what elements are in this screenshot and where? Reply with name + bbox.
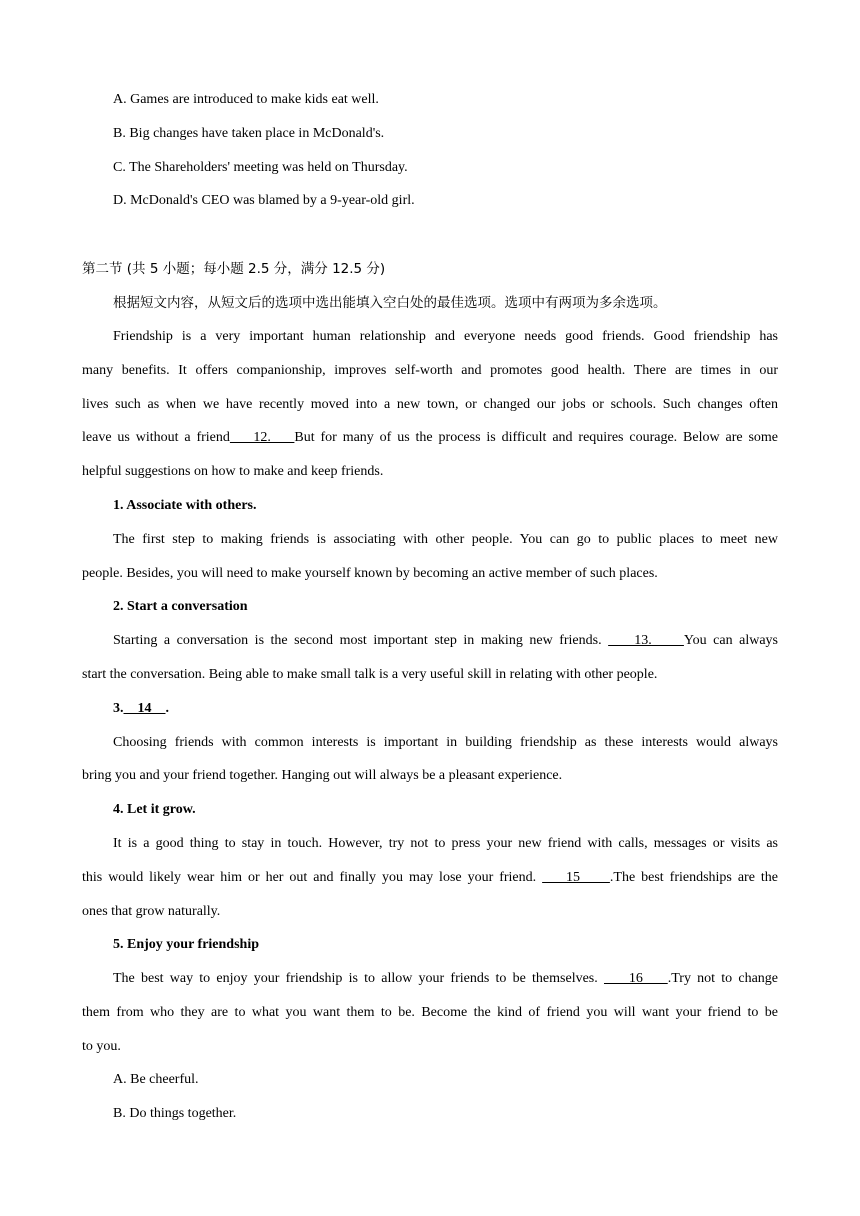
passage-line: The first step to making friends is associating with other people. You can go to public places to meet new bbox=[113, 532, 778, 547]
prev-option-d: D. McDonald's CEO was blamed by a 9-year-old girl. bbox=[113, 193, 415, 208]
blank-15: 15 bbox=[542, 870, 610, 885]
option-a: A. Be cheerful. bbox=[113, 1072, 199, 1087]
passage-line: Choosing friends with common interests is important in building friendship as these interests would always bbox=[113, 735, 778, 750]
section-title: 第二节 (共 5 小题；每小题 2.5 分，满分 12.5 分) bbox=[82, 261, 386, 277]
passage-line: helpful suggestions on how to make and keep friends. bbox=[82, 464, 384, 479]
heading-3: 3. 14 . bbox=[113, 701, 169, 716]
passage-line-with-blank: The best way to enjoy your friendship is to allow your friends to be themselves. 16 .Try not to change bbox=[113, 971, 779, 986]
heading-5: 5. Enjoy your friendship bbox=[113, 937, 259, 952]
prev-option-c: C. The Shareholders' meeting was held on Thursday. bbox=[113, 160, 408, 175]
passage-line-with-blank: this would likely wear him or her out and finally you may lose your friend. 15 .The best friendships are the bbox=[82, 870, 779, 885]
passage-line: Friendship is a very important human relationship and everyone needs good friends. Good friendship has bbox=[113, 329, 778, 344]
passage-line: start the conversation. Being able to make small talk is a very useful skill in relating with other people. bbox=[82, 667, 658, 682]
heading-1: 1. Associate with others. bbox=[113, 498, 257, 513]
option-b: B. Do things together. bbox=[113, 1106, 237, 1121]
blank-16: 16 bbox=[603, 971, 668, 986]
passage-line: to you. bbox=[82, 1039, 121, 1054]
passage-line: them from who they are to what you want them to be. Become the kind of friend you will want your friend to be bbox=[82, 1005, 778, 1020]
prev-option-a: A. Games are introduced to make kids eat well. bbox=[113, 92, 379, 107]
heading-4: 4. Let it grow. bbox=[113, 802, 196, 817]
passage-line: many benefits. It offers companionship, improves self-worth and promotes good health. There are times in our bbox=[82, 363, 778, 378]
passage-line-with-blank: Starting a conversation is the second most important step in making new friends. 13. You can always bbox=[113, 633, 778, 648]
passage-line-with-blank: leave us without a friend 12. But for many of us the process is difficult and requires courage. Below are some bbox=[82, 430, 778, 445]
passage-line: lives such as when we have recently moved into a new town, or changed our jobs or schools. Such changes often bbox=[82, 397, 778, 412]
blank-12: 12. bbox=[229, 430, 295, 445]
passage-line: ones that grow naturally. bbox=[82, 904, 221, 919]
heading-2: 2. Start a conversation bbox=[113, 599, 248, 614]
passage-line: bring you and your friend together. Hanging out will always be a pleasant experience. bbox=[82, 768, 563, 783]
passage-line: people. Besides, you will need to make yourself known by becoming an active member of such places. bbox=[82, 566, 658, 581]
section-instruction: 根据短文内容，从短文后的选项中选出能填入空白处的最佳选项。选项中有两项为多余选项。 bbox=[113, 295, 667, 311]
blank-13: 13. bbox=[608, 633, 684, 648]
passage-line: It is a good thing to stay in touch. However, try not to press your new friend with calls, messages or visits as bbox=[113, 836, 778, 851]
prev-option-b: B. Big changes have taken place in McDonald's. bbox=[113, 126, 385, 141]
blank-14: 14 bbox=[123, 701, 166, 716]
